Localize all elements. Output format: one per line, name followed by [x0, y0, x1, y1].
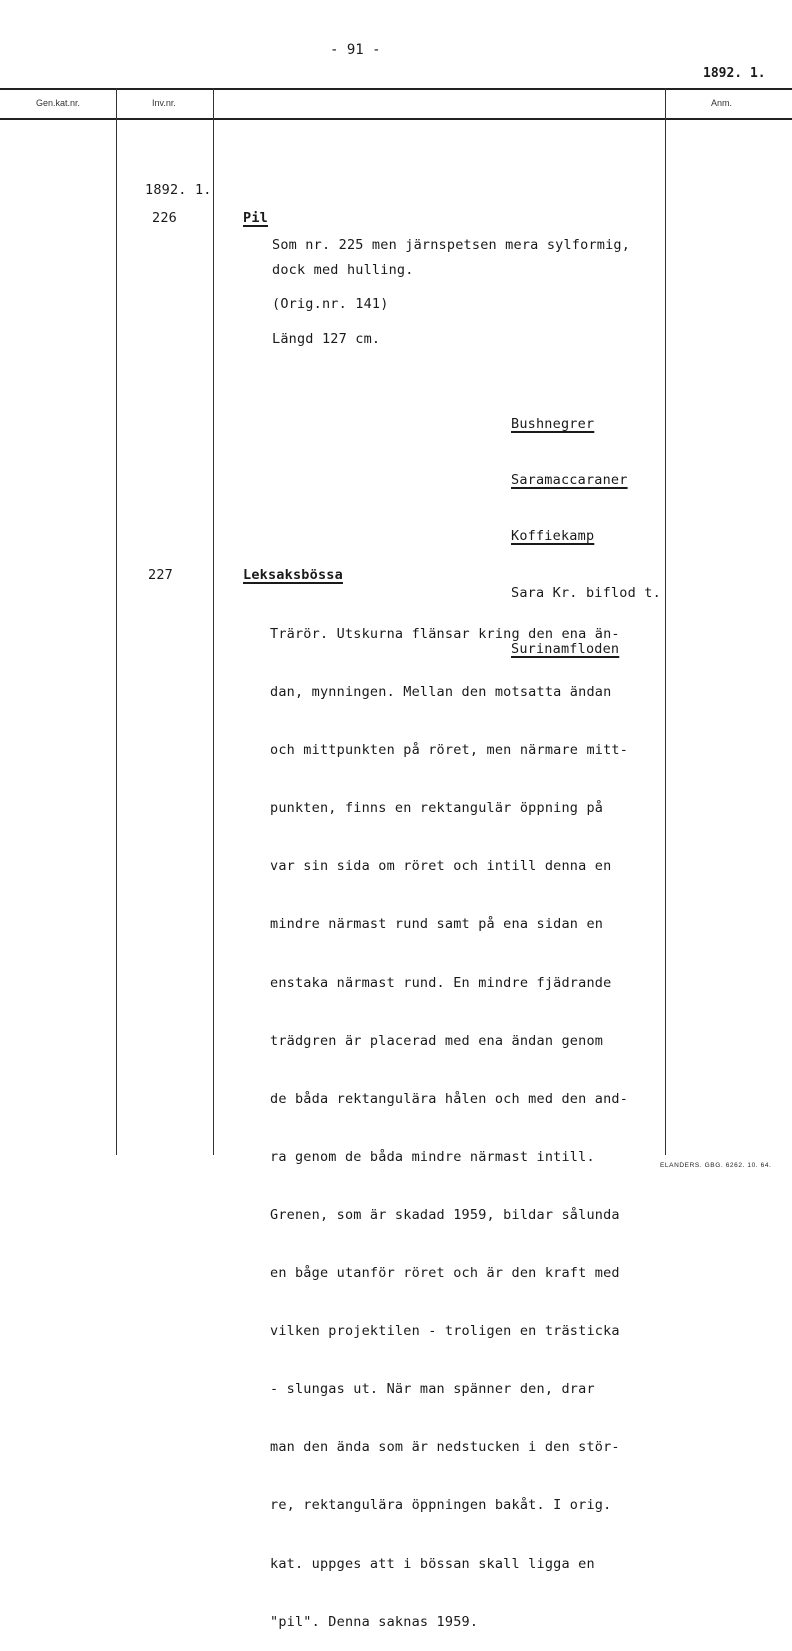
entry-length: Längd 127 cm. [272, 331, 381, 347]
column-divider-text-anm [665, 88, 666, 1155]
original-number: (Orig.nr. 141) [272, 296, 389, 312]
entry-text-line: Som nr. 225 men järnspetsen mera sylformig, [272, 237, 631, 253]
header-top-rule [0, 88, 792, 90]
entry-text-line: ra genom de båda mindre närmast intill. [270, 1148, 595, 1165]
entry-text-line: en båge utanför röret och är den kraft med [270, 1265, 620, 1282]
entry-text-line: vilken projektilen - troligen en trästicka [270, 1323, 620, 1340]
entry-text-line: trädgren är placerad med ena ändan genom [270, 1032, 604, 1049]
entry-text-line: Trärör. Utskurna flänsar kring den ena än- [270, 626, 620, 642]
page-number: - 91 - [330, 42, 381, 58]
entry-text-line: punkten, finns en rektangulär öppning på [270, 800, 604, 817]
column-header-inv: Inv.nr. [152, 98, 176, 108]
catalogue-ref: 1892. 1. [703, 66, 766, 81]
locality-line: Sara Kr. biflod t. [511, 584, 661, 601]
entry-text-line: kat. uppges att i bössan skall ligga en [270, 1555, 595, 1572]
inventory-number: 226 [152, 210, 177, 226]
entry-text-line: de båda rektangulära hålen och med den and- [270, 1090, 629, 1107]
locality-line: Saramaccaraner [511, 472, 628, 489]
entry-text-line: Grenen, som är skadad 1959, bildar sålunda [270, 1206, 620, 1223]
entry-text-line: man den ända som är nedstucken i den stör- [270, 1439, 620, 1456]
entry-description [270, 589, 628, 1651]
locality-line: Bushnegrer [511, 416, 595, 432]
collection-ref: 1892. 1. [145, 182, 212, 198]
column-divider-inv-text [213, 88, 214, 1155]
entry-text-line: "pil". Denna saknas 1959. [270, 1613, 479, 1630]
inventory-number: 227 [148, 567, 173, 583]
column-divider-gen-inv [116, 88, 117, 1155]
entry-title: Leksaksbössa [243, 567, 343, 583]
entry-text-line: och mittpunkten på röret, men närmare mitt- [270, 742, 629, 759]
header-bottom-rule [0, 118, 792, 120]
entry-text-line: var sin sida om röret och intill denna en [270, 858, 612, 875]
locality-line: Surinamfloden [511, 640, 620, 657]
entry-text-line: mindre närmast rund samt på ena sidan en [270, 916, 604, 933]
entry-text-line: re, rektangulära öppningen bakåt. I orig. [270, 1497, 612, 1514]
entry-text-line: enstaka närmast rund. En mindre fjädrande [270, 974, 612, 991]
column-header-anm: Anm. [711, 98, 733, 108]
entry-text-line: dan, mynningen. Mellan den motsatta ändan [270, 684, 612, 701]
entry-title: Pil [243, 210, 268, 226]
column-header-gen-kat: Gen.kat.nr. [36, 98, 81, 108]
entry-text-line: dock med hulling. [272, 262, 414, 278]
locality-line: Koffiekamp [511, 528, 595, 545]
printer-mark: ELANDERS. GBG. 6262. 10. 64. [660, 1162, 772, 1169]
entry-text-line: - slungas ut. När man spänner den, drar [270, 1381, 595, 1398]
